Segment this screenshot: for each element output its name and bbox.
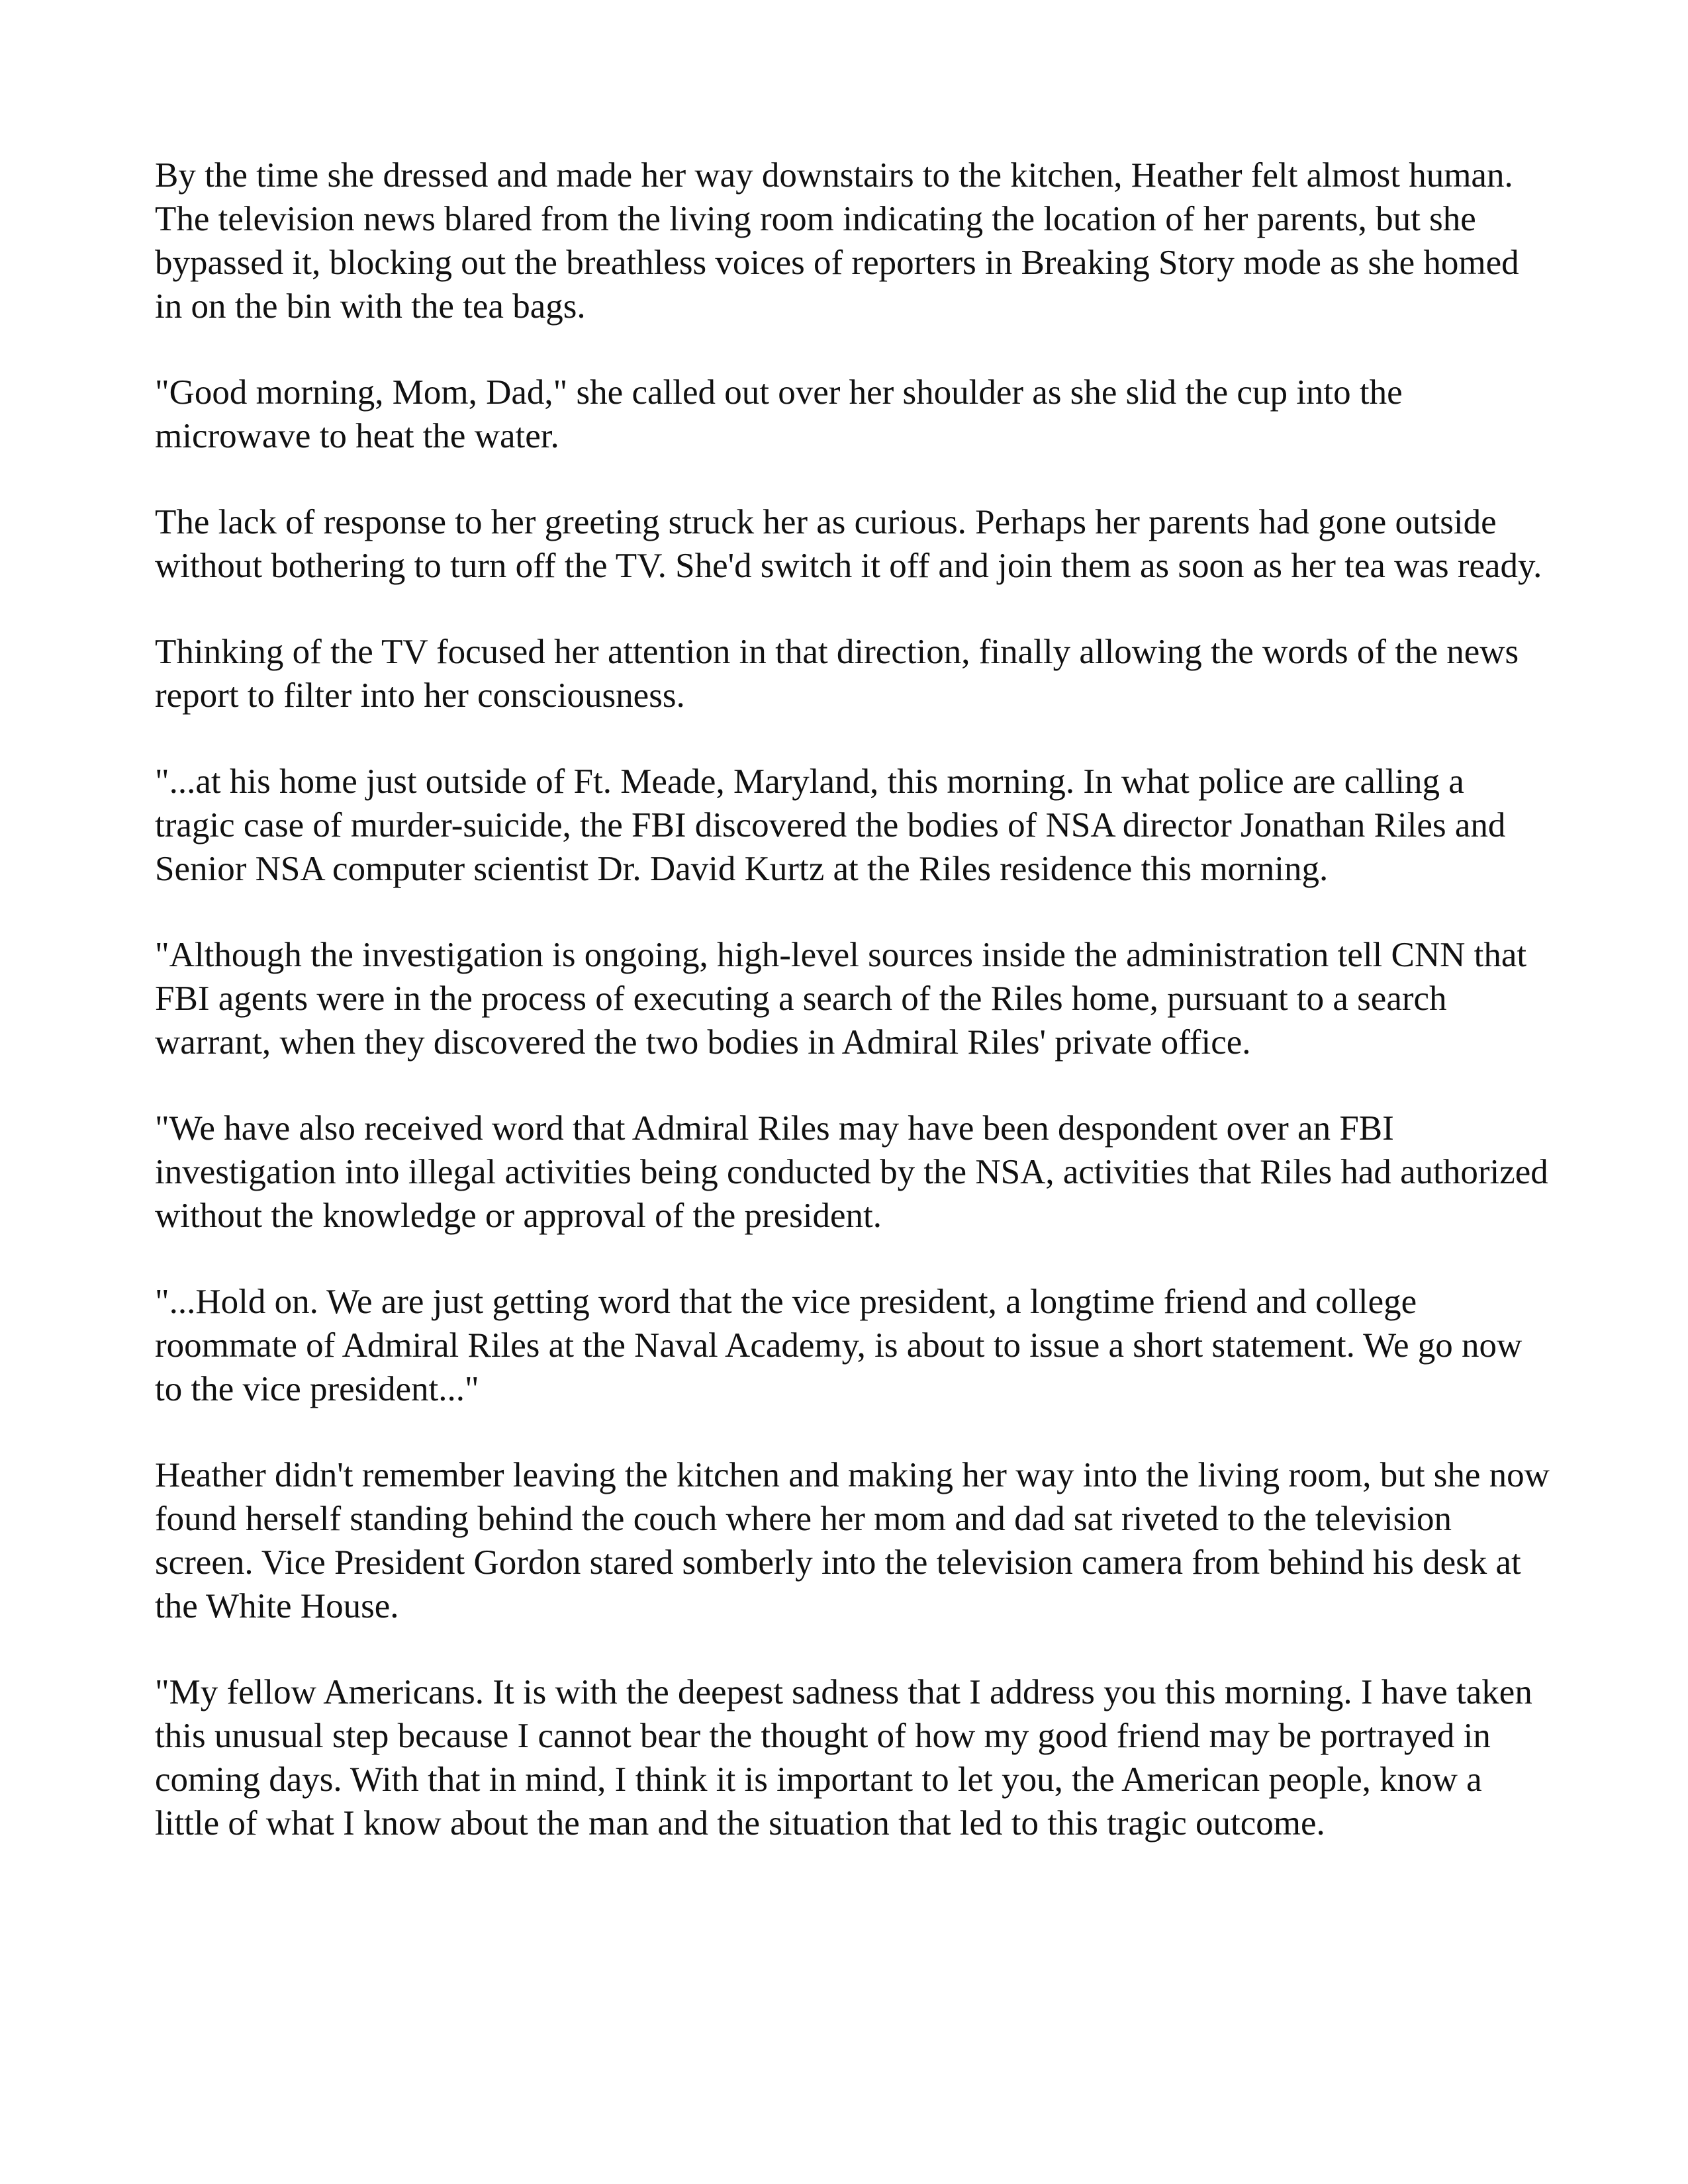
paragraph-9: Heather didn't remember leaving the kitchen and making her way into the living room, but she now found herself standing behind the couch where her mom and dad sat riveted to the television screen. Vice President Gordon stared somberly into the television camera from behind his desk at the White House. xyxy=(155,1456,1550,1625)
paragraph-8: "...Hold on. We are just getting word that the vice president, a longtime friend and college roommate of Admiral Riles at the Naval Academy, is about to issue a short statement. We go now to the vice president..." xyxy=(155,1283,1523,1408)
paragraph-7: "We have also received word that Admiral Riles may have been despondent over an FBI investigation into illegal activities being conducted by the NSA, activities that Riles had authorized without the knowledge or approval of the president. xyxy=(155,1109,1548,1235)
document-body xyxy=(155,154,1552,1845)
paragraph-10: "My fellow Americans. It is with the deepest sadness that I address you this morning. I have taken this unusual step because I cannot bear the thought of how my good friend may be portrayed in coming days. With that in mind, I think it is important to let you, the American people, know a little of what I know about the man and the situation that led to this tragic outcome. xyxy=(155,1673,1532,1843)
paragraph-1: By the time she dressed and made her way downstairs to the kitchen, Heather felt almost human. The television news blared from the living room indicating the location of her parents, but she bypassed it, blocking out the breathless voices of reporters in Breaking Story mode as she homed in on the bin with the tea bags. xyxy=(155,156,1519,326)
paragraph-5: "...at his home just outside of Ft. Meade, Maryland, this morning. In what police are calling a tragic case of murder-suicide, the FBI discovered the bodies of NSA director Jonathan Riles and Senior NSA computer scientist Dr. David Kurtz at the Riles residence this morning. xyxy=(155,762,1506,888)
paragraph-4: Thinking of the TV focused her attention in that direction, finally allowing the words of the news report to filter into her consciousness. xyxy=(155,633,1519,715)
paragraph-6: "Although the investigation is ongoing, high-level sources inside the administration tell CNN that FBI agents were in the process of executing a search of the Riles home, pursuant to a search warrant, when they discovered the two bodies in Admiral Riles' private office. xyxy=(155,936,1527,1062)
paragraph-3: The lack of response to her greeting struck her as curious. Perhaps her parents had gone outside without bothering to turn off the TV. She'd switch it off and join them as soon as her tea was ready. xyxy=(155,503,1542,585)
paragraph-2: "Good morning, Mom, Dad," she called out over her shoulder as she slid the cup into the microwave to heat the water. xyxy=(155,373,1403,455)
